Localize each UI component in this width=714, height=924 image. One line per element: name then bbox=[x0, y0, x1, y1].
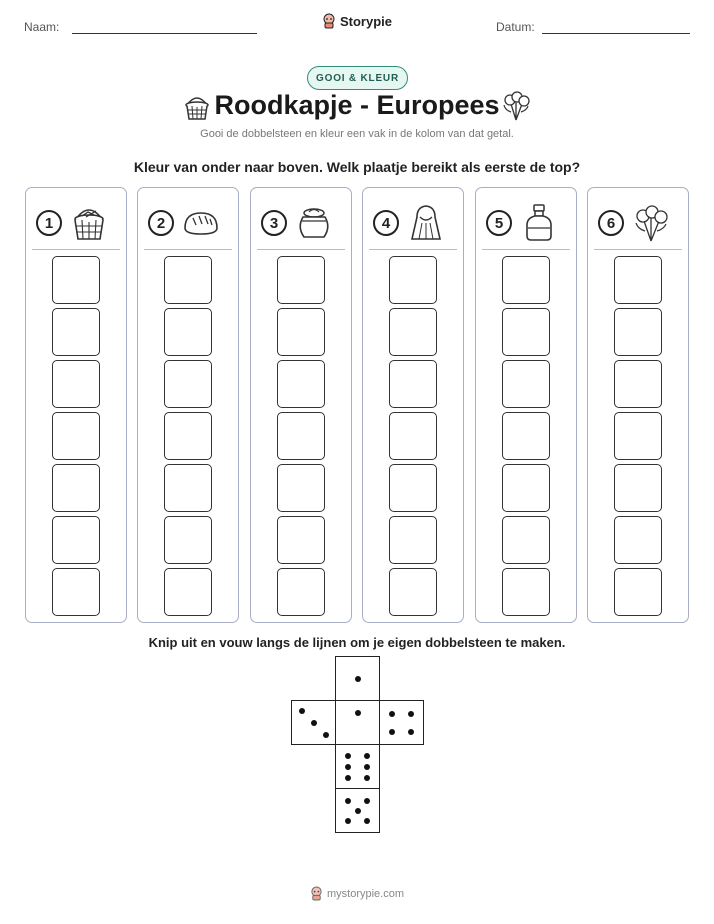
color-cell[interactable] bbox=[277, 308, 325, 356]
color-cell[interactable] bbox=[502, 464, 550, 512]
cut-instruction: Knip uit en vouw langs de lijnen om je eigen dobbelsteen te maken. bbox=[148, 635, 566, 650]
footer bbox=[0, 886, 714, 901]
color-cell[interactable] bbox=[277, 412, 325, 460]
color-cell[interactable] bbox=[614, 360, 662, 408]
color-cell[interactable] bbox=[614, 464, 662, 512]
color-cell[interactable] bbox=[277, 464, 325, 512]
color-cell[interactable] bbox=[502, 256, 550, 304]
color-cell[interactable] bbox=[502, 360, 550, 408]
column-divider bbox=[144, 249, 232, 250]
red-cape-icon bbox=[407, 203, 445, 243]
die-pip bbox=[364, 818, 370, 824]
color-cell[interactable] bbox=[389, 256, 437, 304]
color-cell[interactable] bbox=[52, 568, 100, 616]
brand-name: Storypie bbox=[339, 13, 392, 29]
column-number: 1 bbox=[36, 210, 62, 236]
flowers-icon bbox=[499, 90, 533, 122]
die-pip bbox=[355, 710, 361, 716]
column-4 bbox=[362, 187, 464, 623]
die-pip bbox=[311, 720, 317, 726]
die-pip bbox=[364, 753, 370, 759]
color-cell[interactable] bbox=[614, 256, 662, 304]
column-number: 2 bbox=[148, 210, 174, 236]
die-pip bbox=[299, 708, 305, 714]
die-pip bbox=[389, 711, 395, 717]
color-cell[interactable] bbox=[614, 308, 662, 356]
basket-icon bbox=[70, 203, 108, 243]
die-face-4 bbox=[379, 700, 424, 745]
column-divider bbox=[482, 249, 570, 250]
die-pip bbox=[364, 798, 370, 804]
date-line bbox=[542, 33, 690, 34]
column-3 bbox=[250, 187, 352, 623]
color-cell[interactable] bbox=[389, 412, 437, 460]
die-pip bbox=[323, 732, 329, 738]
column-5 bbox=[475, 187, 577, 623]
column-number: 6 bbox=[598, 210, 624, 236]
die-face-1 bbox=[335, 656, 380, 701]
column-number: 5 bbox=[486, 210, 512, 236]
color-cell[interactable] bbox=[277, 360, 325, 408]
instruction: Kleur van onder naar boven. Welk plaatje bereikt als eerste de top? bbox=[133, 159, 581, 175]
color-cell[interactable] bbox=[502, 308, 550, 356]
color-cell[interactable] bbox=[614, 568, 662, 616]
column-divider bbox=[594, 249, 682, 250]
column-header bbox=[486, 203, 566, 243]
die-pip bbox=[408, 711, 414, 717]
column-divider bbox=[32, 249, 120, 250]
column-6 bbox=[587, 187, 689, 623]
column-number: 3 bbox=[261, 210, 287, 236]
column-header bbox=[373, 203, 453, 243]
color-cell[interactable] bbox=[389, 516, 437, 564]
die-pip bbox=[345, 818, 351, 824]
color-cell[interactable] bbox=[52, 256, 100, 304]
color-cell[interactable] bbox=[389, 568, 437, 616]
pot-icon bbox=[295, 203, 333, 243]
color-cell[interactable] bbox=[52, 464, 100, 512]
column-1 bbox=[25, 187, 127, 623]
bread-icon bbox=[182, 203, 220, 243]
die-pip bbox=[345, 798, 351, 804]
color-cell[interactable] bbox=[389, 308, 437, 356]
bottle-icon bbox=[520, 203, 558, 243]
die-face-3 bbox=[291, 700, 336, 745]
die-face-6 bbox=[335, 744, 380, 789]
color-cell[interactable] bbox=[52, 412, 100, 460]
color-cell[interactable] bbox=[52, 360, 100, 408]
die-pip bbox=[345, 753, 351, 759]
storypie-mascot-icon bbox=[310, 886, 323, 901]
die-face-5 bbox=[335, 788, 380, 833]
color-cell[interactable] bbox=[164, 464, 212, 512]
column-number: 4 bbox=[373, 210, 399, 236]
column-header bbox=[36, 203, 116, 243]
column-divider bbox=[369, 249, 457, 250]
die-pip bbox=[389, 729, 395, 735]
color-cell[interactable] bbox=[277, 256, 325, 304]
color-cell[interactable] bbox=[277, 516, 325, 564]
date-label: Datum: bbox=[496, 20, 535, 34]
color-cell[interactable] bbox=[164, 360, 212, 408]
name-line bbox=[72, 33, 257, 34]
color-cell[interactable] bbox=[502, 412, 550, 460]
column-2 bbox=[137, 187, 239, 623]
color-cell[interactable] bbox=[164, 308, 212, 356]
die-face-1 bbox=[335, 700, 380, 745]
color-cell[interactable] bbox=[164, 412, 212, 460]
die-pip bbox=[364, 775, 370, 781]
die-pip bbox=[355, 808, 361, 814]
die-pip bbox=[345, 775, 351, 781]
die-pip bbox=[355, 676, 361, 682]
brand-logo bbox=[0, 13, 714, 29]
storypie-mascot-icon bbox=[322, 13, 336, 29]
column-divider bbox=[257, 249, 345, 250]
footer-url[interactable]: mystorypie.com bbox=[326, 887, 405, 900]
die-pip bbox=[345, 764, 351, 770]
subtitle: Gooi de dobbelsteen en kleur een vak in de kolom van dat getal. bbox=[200, 128, 514, 140]
name-label: Naam: bbox=[24, 20, 60, 34]
color-cell[interactable] bbox=[389, 464, 437, 512]
color-cell[interactable] bbox=[52, 308, 100, 356]
flowers-icon bbox=[632, 203, 670, 243]
die-pip bbox=[408, 729, 414, 735]
column-header bbox=[598, 203, 678, 243]
page-title: Roodkapje - Europees bbox=[214, 90, 500, 120]
color-cell[interactable] bbox=[502, 568, 550, 616]
column-header bbox=[148, 203, 228, 243]
color-cell[interactable] bbox=[164, 568, 212, 616]
die-pip bbox=[364, 764, 370, 770]
color-cell[interactable] bbox=[52, 516, 100, 564]
color-cell[interactable] bbox=[614, 516, 662, 564]
color-cell[interactable] bbox=[502, 516, 550, 564]
activity-badge: GOOI & KLEUR bbox=[307, 66, 408, 90]
color-cell[interactable] bbox=[614, 412, 662, 460]
color-cell[interactable] bbox=[389, 360, 437, 408]
color-cell[interactable] bbox=[164, 256, 212, 304]
color-cell[interactable] bbox=[164, 516, 212, 564]
column-header bbox=[261, 203, 341, 243]
color-cell[interactable] bbox=[277, 568, 325, 616]
